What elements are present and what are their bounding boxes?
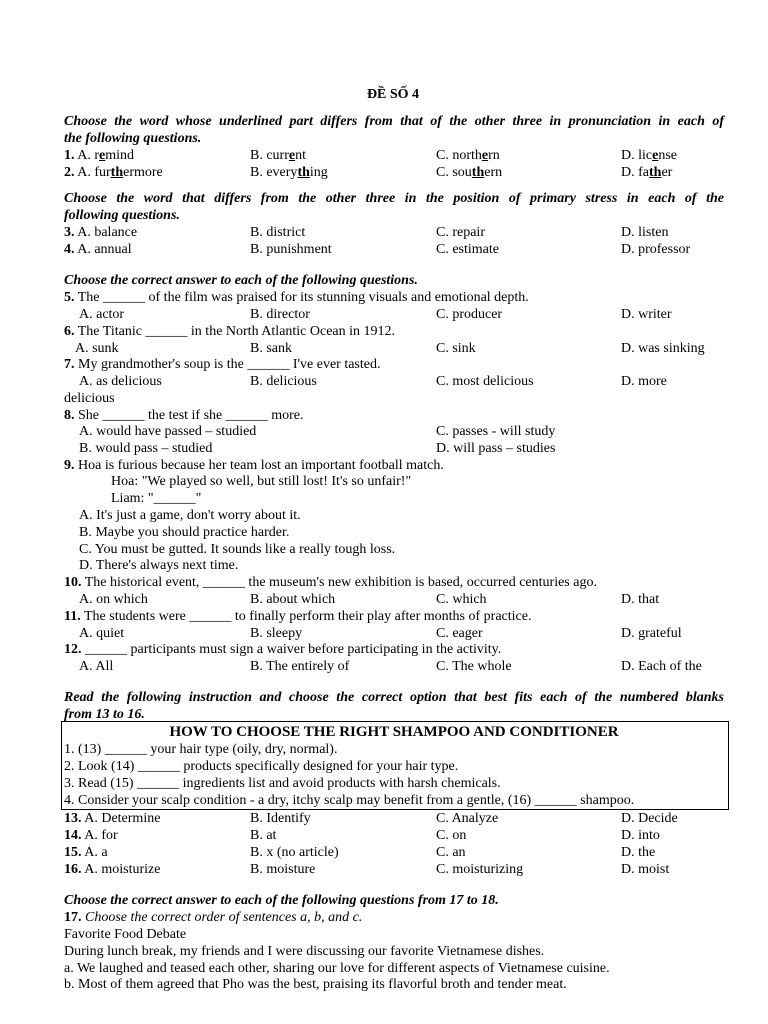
q6-option-b[interactable]: B. sank <box>250 341 292 356</box>
q4-option-d[interactable]: D. professor <box>621 242 691 257</box>
q16-option-a[interactable]: 16. A. moisturize <box>64 862 161 877</box>
q13-option-d[interactable]: D. Decide <box>621 811 678 826</box>
question-10-stem: 10. The historical event, ______ the museum's new exhibition is based, occurred centuries ago. <box>64 575 597 590</box>
q12-option-a[interactable]: A. All <box>79 659 114 674</box>
q7-option-a[interactable]: A. as delicious <box>79 374 162 389</box>
q13-option-a[interactable]: 13. A. Determine <box>64 811 161 826</box>
section-5-instruction: Choose the correct answer to each of the following questions from 17 to 18. <box>64 893 499 908</box>
passage-sentence-b: b. Most of them agreed that Pho was the best, praising its flavorful broth and tender meat. <box>64 977 567 992</box>
q10-option-a[interactable]: A. on which <box>79 592 148 607</box>
q16-option-d[interactable]: D. moist <box>621 862 670 877</box>
q7-option-c[interactable]: C. most delicious <box>436 374 534 389</box>
section-1-instruction-cont: the following questions. <box>64 131 202 146</box>
q2-option-d[interactable]: D. father <box>621 165 673 180</box>
question-7-stem: 7. My grandmother's soup is the ______ I've ever tasted. <box>64 357 381 372</box>
q11-option-a[interactable]: A. quiet <box>79 626 125 641</box>
q12-option-d[interactable]: D. Each of the <box>621 659 702 674</box>
q2-option-b[interactable]: B. everything <box>250 165 328 180</box>
question-17-stem: 17. Choose the correct order of sentences a, b, and c. <box>64 910 363 925</box>
q15-option-a[interactable]: 15. A. a <box>64 845 108 860</box>
q12-option-c[interactable]: C. The whole <box>436 659 512 674</box>
section-1-instruction: Choose the word whose underlined part differs from that of the other three in pronunciation in each of <box>64 114 724 129</box>
section-4-instruction: Read the following instruction and choose the correct option that best fits each of the numbered blanks <box>64 690 724 705</box>
q4-option-a[interactable]: 4. A. annual <box>64 242 132 257</box>
q14-option-d[interactable]: D. into <box>621 828 660 843</box>
q12-option-b[interactable]: B. The entirely of <box>250 659 350 674</box>
q4-option-c[interactable]: C. estimate <box>436 242 499 257</box>
q1-option-a[interactable]: 1. A. remind <box>64 148 135 163</box>
page-title: ĐỀ SỐ 4 <box>366 87 420 102</box>
passage-line-1: During lunch break, my friends and I were discussing our favorite Vietnamese dishes. <box>64 944 545 959</box>
passage-title: Favorite Food Debate <box>64 927 187 942</box>
section-2-instruction: Choose the word that differs from the other three in the position of primary stress in each of the <box>64 191 724 206</box>
q4-option-b[interactable]: B. punishment <box>250 242 332 257</box>
q5-option-b[interactable]: B. director <box>250 307 310 322</box>
q3-option-b[interactable]: B. district <box>250 225 306 240</box>
q3-option-a[interactable]: 3. A. balance <box>64 225 138 240</box>
passage-sentence-a: a. We laughed and teased each other, sharing our love for different aspects of Vietnamese cuisine. <box>64 961 610 976</box>
q8-option-c[interactable]: C. passes - will study <box>436 424 556 439</box>
q7-option-b[interactable]: B. delicious <box>250 374 317 389</box>
q10-option-b[interactable]: B. about which <box>250 592 336 607</box>
q16-option-b[interactable]: B. moisture <box>250 862 316 877</box>
q6-option-c[interactable]: C. sink <box>436 341 476 356</box>
question-6-stem: 6. The Titanic ______ in the North Atlantic Ocean in 1912. <box>64 324 396 339</box>
q3-option-c[interactable]: C. repair <box>436 225 485 240</box>
instruction-line-4: 4. Consider your scalp condition - a dry, itchy scalp may benefit from a gentle, (16) ______ shampoo. <box>64 793 635 808</box>
q1-option-d[interactable]: D. license <box>621 148 677 163</box>
q9-option-a[interactable]: A. It's just a game, don't worry about it. <box>79 508 301 523</box>
section-4-instruction-cont: from 13 to 16. <box>64 707 145 722</box>
q15-option-c[interactable]: C. an <box>436 845 466 860</box>
q1-option-b[interactable]: B. current <box>250 148 306 163</box>
question-11-stem: 11. The students were ______ to finally perform their play after months of practice. <box>64 609 532 624</box>
q11-option-b[interactable]: B. sleepy <box>250 626 303 641</box>
q8-option-a[interactable]: A. would have passed – studied <box>79 424 257 439</box>
q2-option-a[interactable]: 2. A. furthermore <box>64 165 163 180</box>
q11-option-d[interactable]: D. grateful <box>621 626 682 641</box>
instruction-box-title: HOW TO CHOOSE THE RIGHT SHAMPOO AND CONDITIONER <box>169 724 619 740</box>
question-5-stem: 5. The ______ of the film was praised for its stunning visuals and emotional depth. <box>64 290 529 305</box>
q10-option-c[interactable]: C. which <box>436 592 487 607</box>
q5-option-a[interactable]: A. actor <box>79 307 125 322</box>
q1-option-c[interactable]: C. northern <box>436 148 500 163</box>
q14-option-b[interactable]: B. at <box>250 828 277 843</box>
q6-option-a[interactable]: A. sunk <box>75 341 119 356</box>
instruction-line-1: 1. (13) ______ your hair type (oily, dry, normal). <box>64 742 338 757</box>
q16-option-c[interactable]: C. moisturizing <box>436 862 524 877</box>
q13-option-b[interactable]: B. Identify <box>250 811 311 826</box>
q8-option-b[interactable]: B. would pass – studied <box>79 441 213 456</box>
instruction-line-2: 2. Look (14) ______ products specifically designed for your hair type. <box>64 759 459 774</box>
q14-option-a[interactable]: 14. A. for <box>64 828 118 843</box>
q13-option-c[interactable]: C. Analyze <box>436 811 499 826</box>
q9-liam-line: Liam: "______" <box>111 491 202 506</box>
section-3-instruction: Choose the correct answer to each of the following questions. <box>64 273 418 288</box>
q9-option-d[interactable]: D. There's always next time. <box>79 558 239 573</box>
q9-option-b[interactable]: B. Maybe you should practice harder. <box>79 525 290 540</box>
q10-option-d[interactable]: D. that <box>621 592 660 607</box>
question-9-stem: 9. Hoa is furious because her team lost an important football match. <box>64 458 444 473</box>
q2-option-c[interactable]: C. southern <box>436 165 503 180</box>
section-2-instruction-cont: following questions. <box>64 208 180 223</box>
question-12-stem: 12. ______ participants must sign a waiver before participating in the activity. <box>64 642 502 657</box>
question-8-stem: 8. She ______ the test if she ______ more. <box>64 408 304 423</box>
q11-option-c[interactable]: C. eager <box>436 626 483 641</box>
q5-option-d[interactable]: D. writer <box>621 307 672 322</box>
q3-option-d[interactable]: D. listen <box>621 225 669 240</box>
q9-option-c[interactable]: C. You must be gutted. It sounds like a really tough loss. <box>79 542 396 557</box>
q8-option-d[interactable]: D. will pass – studies <box>436 441 556 456</box>
q7-option-d-cont: delicious <box>64 391 115 406</box>
instruction-line-3: 3. Read (15) ______ ingredients list and avoid products with harsh chemicals. <box>64 776 501 791</box>
q5-option-c[interactable]: C. producer <box>436 307 503 322</box>
q15-option-b[interactable]: B. x (no article) <box>250 845 339 860</box>
q15-option-d[interactable]: D. the <box>621 845 656 860</box>
q9-hoa-line: Hoa: "We played so well, but still lost! It's so unfair!" <box>111 474 412 489</box>
q14-option-c[interactable]: C. on <box>436 828 467 843</box>
q7-option-d[interactable]: D. more <box>621 374 667 389</box>
q6-option-d[interactable]: D. was sinking <box>621 341 705 356</box>
